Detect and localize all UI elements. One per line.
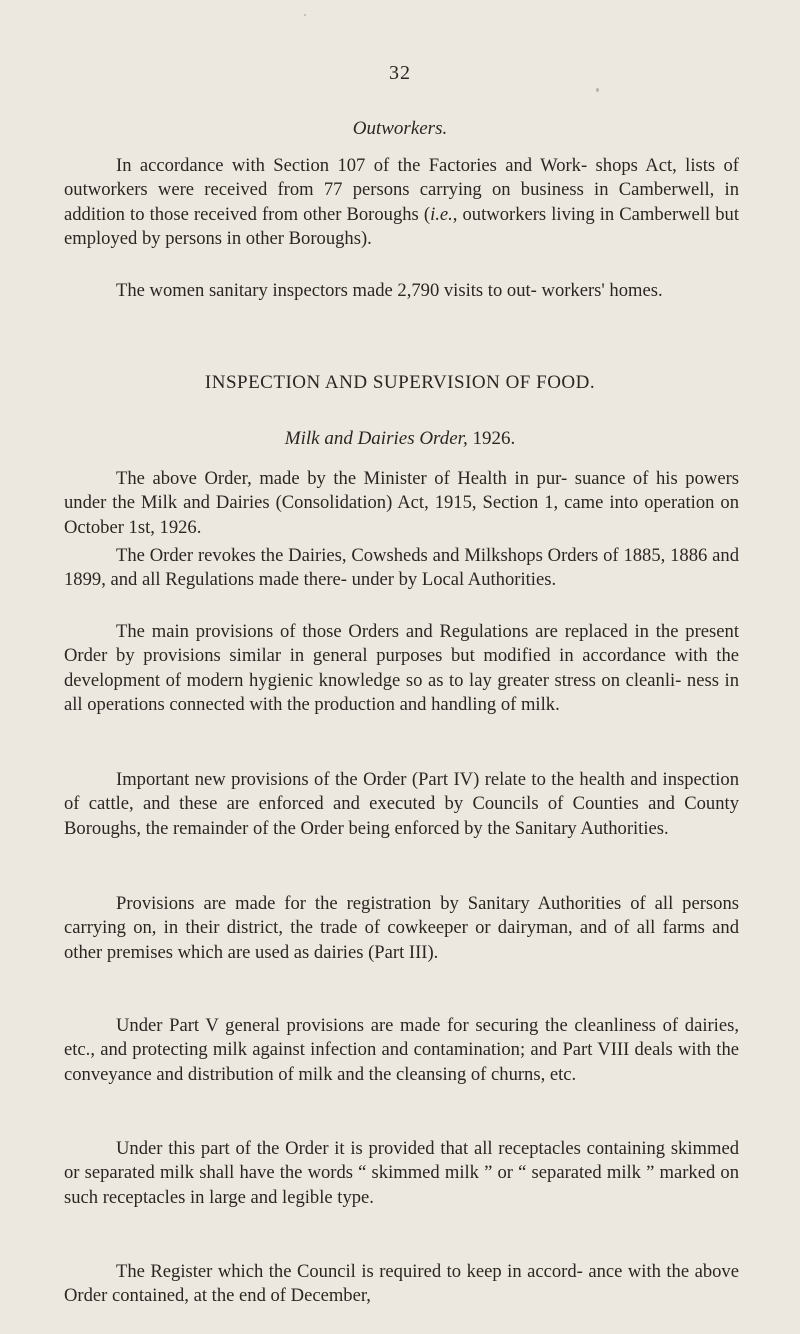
page-number: 32 xyxy=(389,62,411,84)
paragraph-food-3: The main provisions of those Orders and Regulations are replaced in the present Order by provisions similar in general purposes but modified in accordance with the development of modern hygienic knowledge so as to lay greater stress on cleanli- ness in all operations connected with the production and handling of milk. xyxy=(64,621,739,716)
paragraph-food-5: Provisions are made for the registration by Sanitary Authorities of all persons carrying on, in their district, the trade of cowkeeper or dairyman, and of all farms and other premises which are used as dairies (Part III). xyxy=(64,893,739,963)
paragraph-food-1: The above Order, made by the Minister of Health in pur- suance of his powers under the Milk and Dairies (Consolidation) Act, 1915, Section 1, came into operation on October 1st, 1926. xyxy=(64,468,739,538)
italic-abbreviation: i.e. xyxy=(430,203,453,225)
section-title-outworkers: Outworkers. xyxy=(352,118,448,139)
subtitle-year: 1926. xyxy=(467,428,516,449)
subtitle-italic: Milk and Dairies Order, xyxy=(284,428,468,449)
paragraph-food-2: The Order revokes the Dairies, Cowsheds and Milkshops Orders of 1885, 1886 and 1899, and all Regulations made there- under by Local Authorities. xyxy=(64,545,739,591)
paragraph-food-4: Important new provisions of the Order (Part IV) relate to the health and inspection of cattle, and these are enforced and executed by Councils of Counties and County Boroughs, the remainder of the Order being enforced by the Sanitary Authorities. xyxy=(64,769,739,839)
heading-inspection-food: INSPECTION AND SUPERVISION OF FOOD. xyxy=(204,372,596,393)
ink-speck xyxy=(304,14,306,16)
paragraph-food-8: The Register which the Council is required to keep in accord- ance with the above Order contained, at the end of December, xyxy=(64,1261,739,1307)
paragraph-outworkers-1 xyxy=(64,154,739,252)
paragraph-outworkers-2: The women sanitary inspectors made 2,790 visits to out- workers' homes. xyxy=(116,280,663,301)
paragraph-text: , outworkers living in Camberwell but employed by persons in other Boroughs). xyxy=(64,203,739,250)
subtitle-milk-dairies-order xyxy=(0,428,800,450)
paragraph-food-6: Under Part V general provisions are made for securing the cleanliness of dairies, etc., and protecting milk against infection and contamination; and Part VIII deals with the conveyance and distribution of milk and the cleansing of churns, etc. xyxy=(64,1015,739,1085)
paragraph-text: In accordance with Section 107 of the Factories and Work- shops Act, lists of outworkers were received from 77 persons carrying on business in Camberwell, in addition to those received from other Boroughs ( xyxy=(64,155,739,225)
paragraph-food-7: Under this part of the Order it is provided that all receptacles containing skimmed or separated milk shall have the words “ skimmed milk ” or “ separated milk ” marked on such receptacles in large and legible type. xyxy=(64,1138,739,1208)
ink-speck xyxy=(596,88,599,92)
